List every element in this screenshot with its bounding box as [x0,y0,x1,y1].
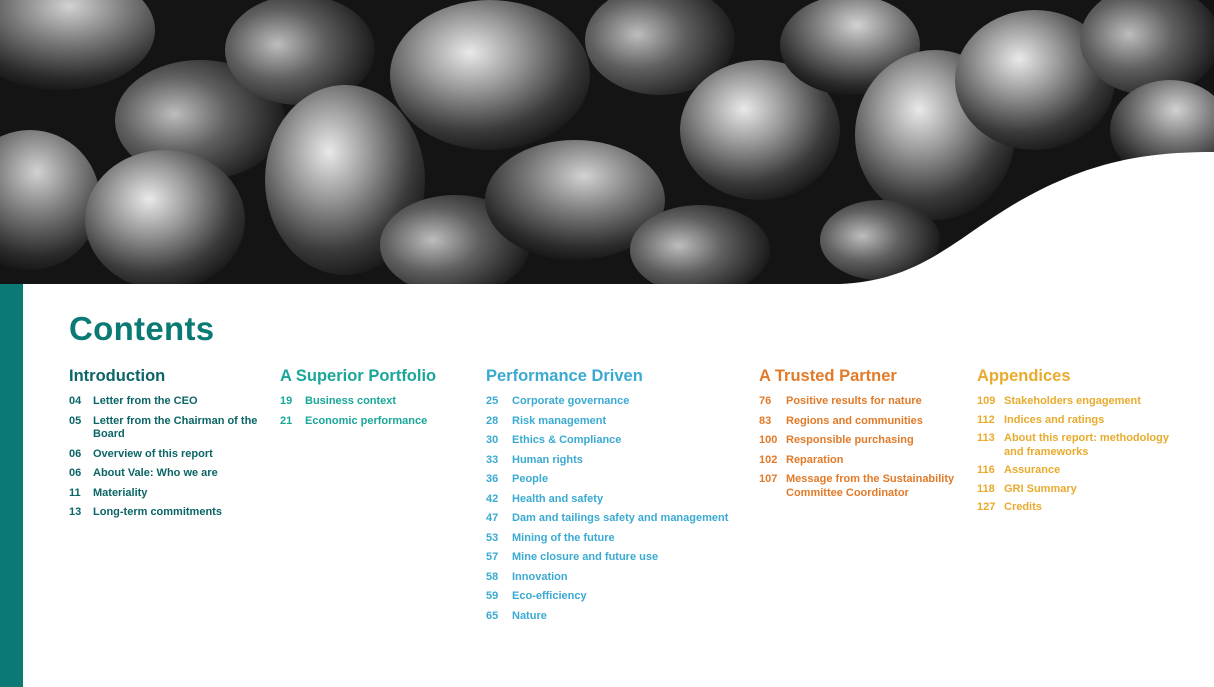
page-number: 65 [486,609,499,622]
section-heading: Introduction [69,367,166,385]
page-number: 13 [69,506,82,518]
page-number: 25 [486,395,499,407]
toc-entry[interactable] [69,415,259,442]
toc-entry[interactable] [69,467,259,481]
page-number: 06 [69,467,82,479]
side-accent-bar [0,284,23,687]
entry-label: About Vale: Who we are [93,467,218,479]
page-number: 113 [977,432,995,444]
page-number: 57 [486,551,499,563]
entry-label: GRI Summary [1004,482,1077,495]
entry-label: Economic performance [305,414,428,427]
entry-label: Dam and tailings safety and management [512,512,729,524]
toc-entry[interactable] [69,395,259,409]
toc-entry[interactable] [280,395,450,409]
page-number: 53 [486,531,499,544]
hero-image-rocks [0,0,1214,284]
entry-label: Ethics & Compliance [512,434,622,446]
page-number: 04 [69,395,82,407]
section-trusted-partner [759,367,959,506]
section-performance-driven [486,367,736,629]
entry-label: Letter from the Chairman of the Board [93,414,258,440]
entry-label: Reparation [786,453,844,466]
toc-entry[interactable] [977,501,1177,515]
page-number: 100 [759,434,778,446]
page-title: Contents [69,310,215,347]
entry-label: Credits [1004,501,1042,513]
entry-label: Long-term commitments [93,506,222,518]
page-number: 127 [977,501,996,513]
toc-entry[interactable] [486,415,736,429]
entry-label: Mine closure and future use [512,551,659,563]
entry-label: Nature [512,609,547,622]
entry-label: Letter from the CEO [93,395,198,407]
page-number: 05 [69,414,82,427]
entry-label: Message from the Sustainability Committee Coordinator [786,473,955,499]
entry-label: About this report: methodology and frameworks [1004,432,1169,458]
toc-entry[interactable] [486,571,736,585]
section-heading: Appendices [977,367,1071,385]
section-heading: A Superior Portfolio [280,367,437,385]
page-number: 118 [977,482,995,495]
toc-entry[interactable] [486,551,736,565]
section-appendices [977,367,1177,520]
section-heading: Performance Driven [486,367,643,385]
entry-label: Indices and ratings [1004,413,1105,426]
entry-label: Risk management [512,414,607,427]
page-number: 11 [69,486,81,499]
page-number: 47 [486,512,499,524]
toc-entry[interactable] [486,473,736,487]
page-number: 21 [280,414,293,427]
page-number: 116 [977,464,995,476]
toc-entry[interactable] [486,454,736,468]
entry-label: Innovation [512,570,568,583]
toc-entry[interactable] [486,434,736,448]
page-number: 06 [69,447,82,460]
page-number: 59 [486,590,499,602]
toc-entry[interactable] [759,434,959,448]
section-introduction [69,367,259,526]
toc-entry[interactable] [977,414,1177,428]
page-number: 33 [486,453,499,466]
entry-label: Overview of this report [93,447,213,460]
entry-label: Human rights [512,453,583,466]
page-number: 83 [759,414,772,427]
page-number: 102 [759,453,778,466]
entry-label: Stakeholders engagement [1004,395,1141,407]
page-number: 19 [280,395,293,407]
page-number: 107 [759,473,778,485]
entry-label: Positive results for nature [786,395,922,407]
page-number: 42 [486,492,499,505]
entry-label: Assurance [1004,464,1061,476]
page-number: 36 [486,473,499,485]
entry-label: Mining of the future [512,531,615,544]
toc-entry[interactable] [486,512,736,526]
toc-entry[interactable] [759,454,959,468]
toc-entry[interactable] [69,506,259,520]
toc-entry[interactable] [759,473,959,500]
page-number: 112 [977,413,995,426]
page-number: 30 [486,434,499,446]
toc-entry[interactable] [977,432,1177,459]
entry-label: Corporate governance [512,395,630,407]
toc-entry[interactable] [486,610,736,624]
toc-entry[interactable] [486,493,736,507]
entry-label: Eco-efficiency [512,590,587,602]
toc-entry[interactable] [486,395,736,409]
rock-pile-illustration [0,0,1214,284]
toc-entry[interactable] [977,483,1177,497]
page-number: 76 [759,395,772,407]
toc-entry[interactable] [69,448,259,462]
toc-entry[interactable] [69,487,259,501]
entry-label: Responsible purchasing [786,434,914,446]
entry-label: People [512,473,549,485]
section-heading: A Trusted Partner [759,367,897,385]
entry-label: Materiality [93,486,148,499]
page-number: 109 [977,395,996,407]
toc-entry[interactable] [977,464,1177,478]
page-number: 28 [486,414,499,427]
section-superior-portfolio [280,367,450,434]
entry-label: Health and safety [512,492,604,505]
entry-label: Business context [305,395,397,407]
toc-entry[interactable] [486,590,736,604]
toc-entry[interactable] [759,415,959,429]
toc-entry[interactable] [486,532,736,546]
toc-entry[interactable] [977,395,1177,409]
entry-label: Regions and communities [786,414,923,427]
page-number: 58 [486,570,499,583]
toc-entry[interactable] [759,395,959,409]
toc-entry[interactable] [280,415,450,429]
